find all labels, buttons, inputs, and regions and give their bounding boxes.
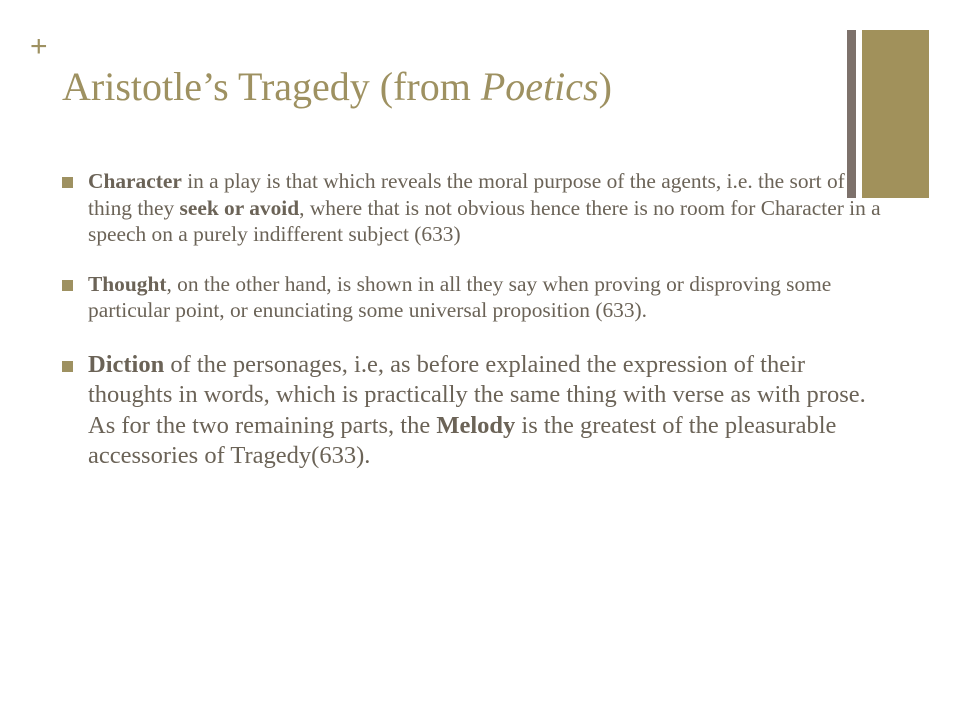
bullet-text: , where that is not obvious hence there is no room for Character in a speech on a purely indifferent subject (633) [88, 195, 881, 246]
bullet-text: is the greatest of the pleasurable accessories of Tragedy(633). [88, 411, 837, 469]
bullet-term: Diction [88, 350, 165, 378]
bullet-text: of the personages, i.e, as before explained the expression of their thoughts in words, which is practically the same thing with verse as with prose. As for the two remaining parts, the [88, 350, 866, 439]
title-emphasis: Poetics [480, 64, 599, 109]
bullet-term: Thought [88, 271, 167, 296]
title-suffix: ) [598, 64, 612, 109]
bullet-term: Character [88, 169, 182, 193]
title-prefix: Aristotle’s Tragedy (from [62, 64, 481, 109]
square-bullet-icon [62, 177, 73, 188]
slide-title [62, 62, 612, 112]
bullet-character [62, 168, 892, 248]
bullet-text: , on the other hand, is shown in all they say when proving or disproving some particular point, or enunciating some universal proposition (633). [88, 271, 832, 322]
bullet-list [62, 168, 892, 472]
bullet-thought [62, 271, 892, 324]
square-bullet-icon [62, 361, 73, 372]
bullet-diction [62, 350, 892, 472]
square-bullet-icon [62, 280, 73, 291]
bullet-emphasis: Melody [436, 411, 516, 439]
bullet-emphasis: seek or avoid [179, 195, 300, 220]
bullet-text: in a play is that which reveals the moral purpose of the agents, i.e. the sort of thing they [88, 169, 845, 220]
plus-mark: + [30, 30, 48, 63]
